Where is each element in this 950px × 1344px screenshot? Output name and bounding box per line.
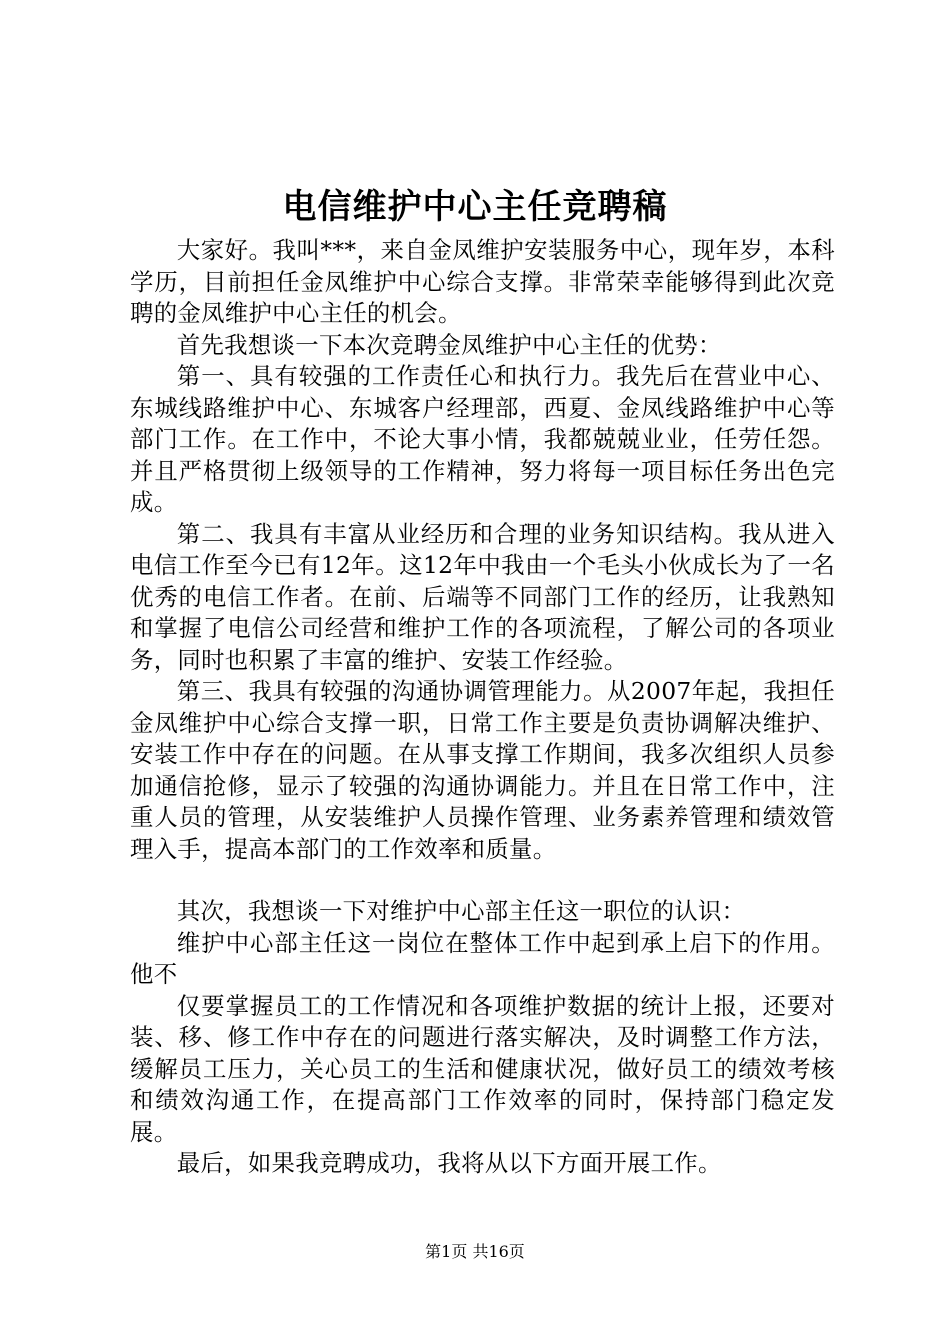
paragraph-spacer: [130, 865, 835, 896]
document-title: 电信维护中心主任竞聘稿: [282, 187, 668, 227]
paragraph-intro: 大家好。我叫***，来自金凤维护安装服务中心，现年岁，本科学历，目前担任金凤维护中心综合支撑。非常荣幸能够得到此次竞聘的金凤维护中心主任的机会。: [130, 236, 835, 327]
paragraph-advantages-heading: 首先我想谈一下本次竞聘金凤维护中心主任的优势：: [176, 330, 722, 359]
paragraph-closing: 最后，如果我竞聘成功，我将从以下方面开展工作。: [176, 1149, 722, 1177]
document-body: [130, 235, 835, 1180]
paragraph-third-advantage: 第三、我具有较强的沟通协调管理能力。从2007年起，我担任金凤维护中心综合支撑一职，日常工作主要是负责协调解决维护、安装工作中存在的问题。在从事支撑工作期间，我多次组织人员参加通信抢修，显示了较强的沟通协调能力。并且在日常工作中，注重人员的管理，从安装维护人员操作管理、业务素养管理和绩效管理入手，提高本部门的工作效率和质量。: [130, 677, 835, 863]
paragraph-second-advantage: 第二、我具有丰富从业经历和合理的业务知识结构。我从进入电信工作至今已有12年。这12年中我由一个毛头小伙成长为了一名优秀的电信工作者。在前、后端等不同部门工作的经历，让我熟知和掌握了电信公司经营和维护工作的各项流程，了解公司的各项业务，同时也积累了丰富的维护、安装工作经验。: [130, 519, 835, 674]
paragraph-first-advantage: 第一、具有较强的工作责任心和执行力。我先后在营业中心、东城线路维护中心、东城客户经理部，西夏、金凤线路维护中心等部门工作。在工作中，不论大事小情，我都兢兢业业，任劳任怨。并且严格贯彻上级领导的工作精神，努力将每一项目标任务出色完成。: [130, 362, 835, 516]
paragraph-role-understanding-heading: 其次，我想谈一下对维护中心部主任这一职位的认识：: [176, 897, 746, 925]
paragraph-role-duties: 仅要掌握员工的工作情况和各项维护数据的统计上报，还要对装、移、修工作中存在的问题进行落实解决，及时调整工作方法，缓解员工压力，关心员工的生活和健康状况，做好员工的绩效考核和绩效沟通工作，在提高部门工作效率的同时，保持部门稳定发展。: [130, 991, 835, 1146]
paragraph-role-description: 维护中心部主任这一岗位在整体工作中起到承上启下的作用。他不: [130, 928, 835, 988]
page-number-footer: 第1页 共16页: [425, 1242, 525, 1261]
